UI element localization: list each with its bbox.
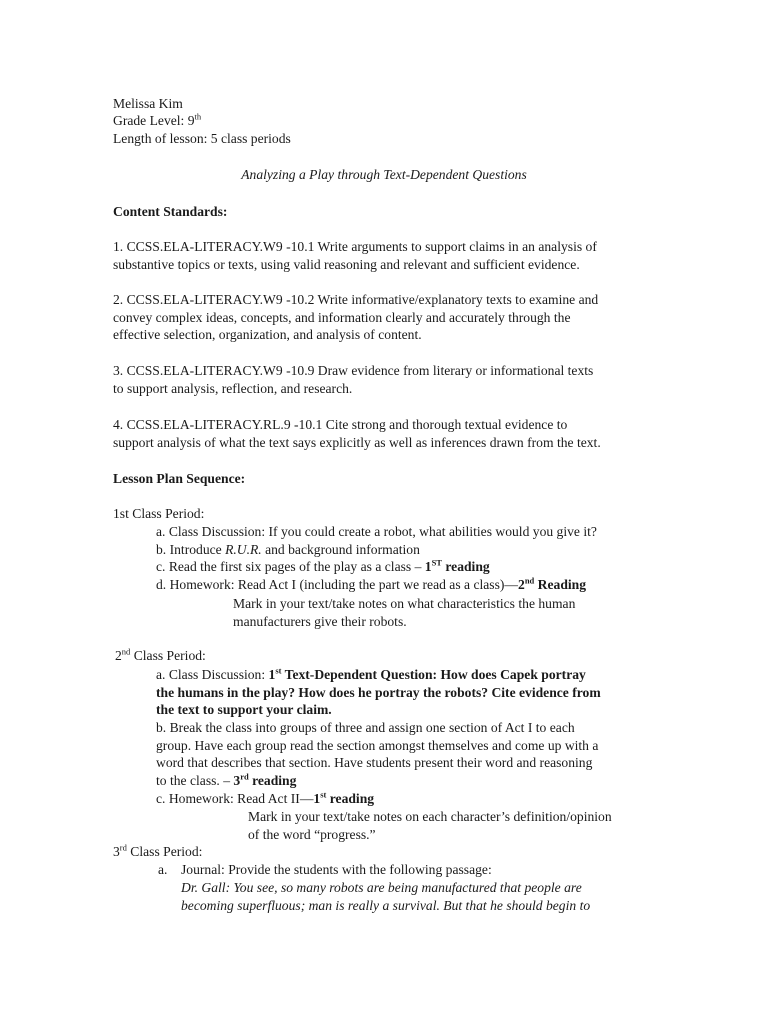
period-2-item-c-note: Mark in your text/take notes on each character’s definition/opinion of the word “progress.” [248, 809, 612, 842]
period-1-item-d: d. Homework: Read Act I (including the part we read as a class)—2nd Reading [156, 575, 587, 592]
period-2-heading: 2nd Class Period: [115, 646, 206, 663]
period-2-item-b: b. Break the class into groups of three and assign one section of Act I to each group. Have each group read the section amongst themselves and come up with a word that describes that section. Have students present their word and reasoning to the class. – 3rd reading [156, 720, 599, 788]
content-standards-heading: Content Standards: [113, 204, 228, 219]
standard-4: 4. CCSS.ELA-LITERACY.RL.9 -10.1 Cite strong and thorough textual evidence to support analysis of what the text says explicitly as well as inferences drawn from the text. [113, 417, 601, 450]
period-3-heading: 3rd Class Period: [113, 842, 203, 859]
lesson-length: Length of lesson: 5 class periods [113, 131, 291, 146]
standard-2: 2. CCSS.ELA-LITERACY.W9 -10.2 Write informative/explanatory texts to examine and convey complex ideas, concepts, and information clearly and accurately through the effective selection, organization, and analysis of content. [113, 292, 599, 343]
period-1-item-d-note: Mark in your text/take notes on what characteristics the human manufacturers give their robots. [233, 596, 576, 629]
lesson-plan-heading: Lesson Plan Sequence: [113, 471, 246, 486]
period-1-item-b: b. Introduce R.U.R. and background information [156, 542, 420, 557]
grade-level: Grade Level: 9th [113, 111, 202, 128]
period-2-item-a: a. Class Discussion: 1st Text-Dependent Question: How does Capek portray the humans in the play? How does he portray the robots? Cite evidence from the text to support your claim. [156, 665, 601, 718]
standard-3: 3. CCSS.ELA-LITERACY.W9 -10.9 Draw evidence from literary or informational texts to support analysis, reflection, and research. [113, 363, 594, 396]
author-name: Melissa Kim [113, 96, 183, 111]
period-2-item-c: c. Homework: Read Act II—1st reading [156, 789, 375, 806]
period-1-item-a: a. Class Discussion: If you could create a robot, what abilities would you give it? [156, 524, 597, 539]
period-1-item-c: c. Read the first six pages of the play as a class – 1ST reading [156, 557, 490, 574]
period-3-passage: Dr. Gall: You see, so many robots are being manufactured that people are becoming superfluous; man is really a survival. But that he should begin to [181, 880, 591, 913]
period-3-item-a: Journal: Provide the students with the following passage: [181, 862, 492, 877]
document-title: Analyzing a Play through Text-Dependent Questions [241, 167, 527, 182]
standard-1: 1. CCSS.ELA-LITERACY.W9 -10.1 Write arguments to support claims in an analysis of substantive topics or texts, using valid reasoning and relevant and sufficient evidence. [113, 239, 597, 272]
period-3-item-a-marker: a. [158, 862, 168, 877]
period-1-heading: 1st Class Period: [113, 506, 205, 521]
